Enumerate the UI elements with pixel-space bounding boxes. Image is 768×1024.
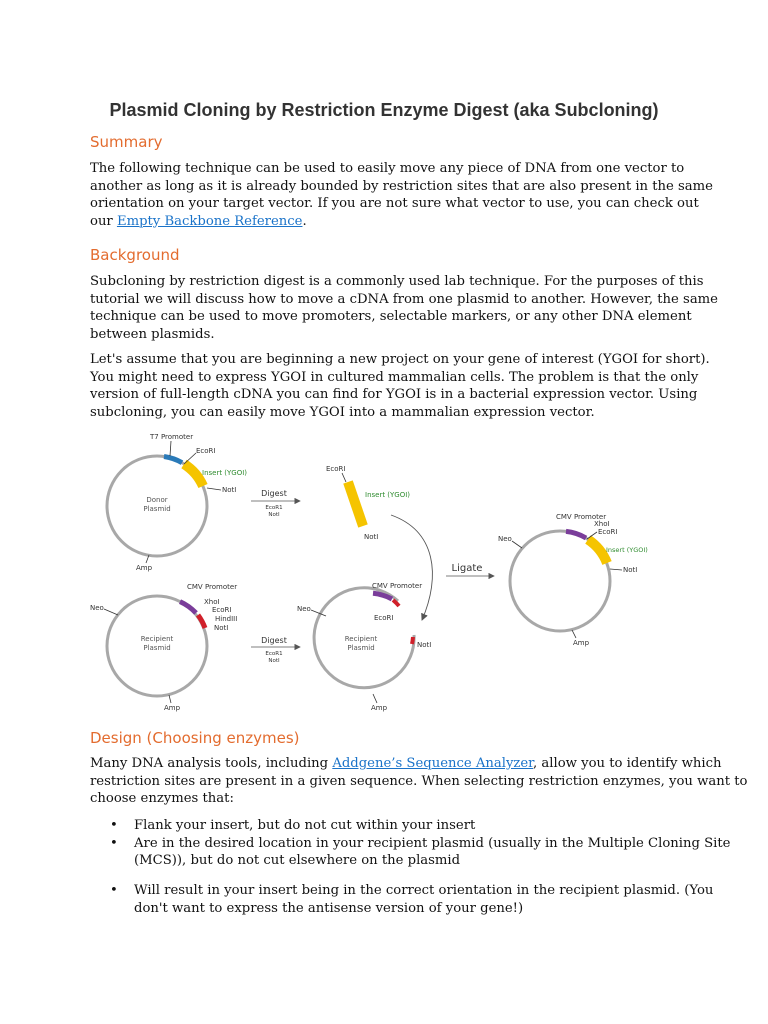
donor-t7-promoter-label: T7 Promoter: [150, 433, 194, 441]
digest-2-enzyme-1: EcoR1: [265, 651, 283, 657]
design-heading: Design (Choosing enzymes): [90, 729, 300, 747]
enzyme-criteria-list: [90, 817, 731, 870]
donor-name-line1: Donor: [146, 496, 168, 504]
ligate-step: [446, 563, 494, 576]
cut-recipient-plasmid: [297, 582, 431, 712]
bullet-icon: •: [110, 883, 118, 898]
recipient-neo-label: Neo: [90, 604, 104, 612]
product-insert-segment: [588, 540, 607, 564]
digest-step-1: [251, 489, 300, 518]
digest-1-enzyme-1: EcoR1: [265, 505, 283, 511]
recipient-name-line2: Plasmid: [143, 644, 171, 652]
design-paragraph: Many DNA analysis tools, including Addgene’s Sequence Analyzer, allow you to identify which restriction sites are present in a given sequence. When selecting restriction enzymes, you want to choose enzymes that:: [90, 756, 748, 807]
cut-recipient-name-line2: Plasmid: [347, 644, 375, 652]
fragment-insert-label: Insert (YGOI): [365, 491, 411, 499]
list-item: • Flank your insert, but do not cut within your insert: [110, 818, 476, 833]
fragment-noti-label: NotI: [364, 533, 379, 541]
product-noti-label: NotI: [623, 566, 638, 574]
product-amp-label: Amp: [573, 639, 590, 647]
t7-promoter-segment: [164, 457, 182, 463]
product-cmv-promoter-label: CMV Promoter: [556, 513, 607, 521]
product-plasmid: [498, 513, 648, 647]
recipient-ecori-label: EcoRI: [212, 606, 232, 614]
fragment-ecori-label: EcoRI: [326, 465, 346, 473]
summary-paragraph: The following technique can be used to easily move any piece of DNA from one vector to another as long as it is already bounded by restriction sites that are also present in the same orientation on your target vector. If you are not sure what vector to use, you can check out our Empty Backbone Reference.: [90, 161, 713, 229]
enzyme-criteria-list-continued: [90, 882, 714, 917]
product-cmv-promoter-segment: [566, 531, 586, 538]
recipient-hindiii-label: HindIII: [215, 615, 238, 623]
product-ecori-label: EcoRI: [598, 528, 618, 536]
recipient-cmv-promoter-label: CMV Promoter: [187, 583, 238, 591]
recipient-xhoi-label: XhoI: [204, 598, 220, 606]
bullet-icon: •: [110, 835, 118, 851]
recipient-plasmid: [90, 583, 237, 712]
donor-ecori-label: EcoRI: [196, 447, 216, 455]
bullet-icon: •: [110, 818, 118, 833]
cut-recipient-neo-label: Neo: [297, 605, 311, 613]
donor-noti-label: NotI: [222, 486, 237, 494]
digest-2-label: Digest: [261, 636, 287, 645]
digest-step-2: [251, 636, 300, 664]
sequence-analyzer-link[interactable]: Addgene’s Sequence Analyzer: [332, 756, 534, 771]
list-item: • Are in the desired location in your recipient plasmid (usually in the Multiple Cloning Site (MCS)), but do not cut elsewhere on the plasmid: [110, 835, 731, 869]
background-paragraph-1: Subcloning by restriction digest is a commonly used lab technique. For the purposes of this tutorial we will discuss how to move a cDNA from one plasmid to another. However, the same technique can be used to move promoters, selectable markers, or any other DNA element between plasmids.: [90, 274, 718, 342]
donor-insert-segment: [184, 464, 203, 486]
recipient-cmv-promoter-segment: [180, 602, 196, 613]
excised-insert-fragment: [326, 465, 410, 541]
cut-recipient-cmv-promoter-label: CMV Promoter: [372, 582, 423, 590]
recipient-name-line1: Recipient: [140, 635, 174, 643]
cut-recipient-ecori-label: EcoRI: [374, 614, 394, 622]
recipient-noti-label: NotI: [214, 624, 229, 632]
subcloning-diagram: [86, 426, 676, 716]
product-insert-label: Insert (YGOI): [606, 546, 648, 554]
ligate-label: Ligate: [451, 563, 483, 574]
donor-insert-label: Insert (YGOI): [202, 469, 248, 477]
product-neo-label: Neo: [498, 535, 512, 543]
background-heading: Background: [90, 246, 180, 264]
cut-recipient-noti-label: NotI: [417, 641, 432, 649]
background-paragraph-2: Let's assume that you are beginning a new project on your gene of interest (YGOI for short). You might need to express YGOI in cultured mammalian cells. The problem is that the only version of full-length cDNA you can find for YGOI is in a bacterial expression vector. Using subcloning, you can easily move YGOI into a mammalian expression vector.: [90, 352, 710, 420]
list-item: • Will result in your insert being in the correct orientation in the recipient plasmid. (You don't want to express the antisense version of your gene!): [110, 883, 714, 916]
cut-recipient-amp-label: Amp: [371, 704, 388, 712]
donor-plasmid: [107, 433, 247, 572]
donor-amp-label: Amp: [136, 564, 153, 572]
page-title: Plasmid Cloning by Restriction Enzyme Digest (aka Subcloning): [109, 100, 659, 120]
digest-1-label: Digest: [261, 489, 287, 498]
recipient-amp-label: Amp: [164, 704, 181, 712]
donor-name-line2: Plasmid: [143, 505, 171, 513]
cut-recipient-name-line1: Recipient: [344, 635, 378, 643]
product-xhoi-label: XhoI: [594, 520, 610, 528]
digest-2-enzyme-2: NotI: [268, 658, 280, 664]
fragment-insert-segment: [348, 482, 363, 526]
empty-backbone-reference-link[interactable]: Empty Backbone Reference: [116, 213, 303, 229]
digest-1-enzyme-2: NotI: [268, 512, 280, 518]
summary-heading: Summary: [90, 133, 163, 151]
